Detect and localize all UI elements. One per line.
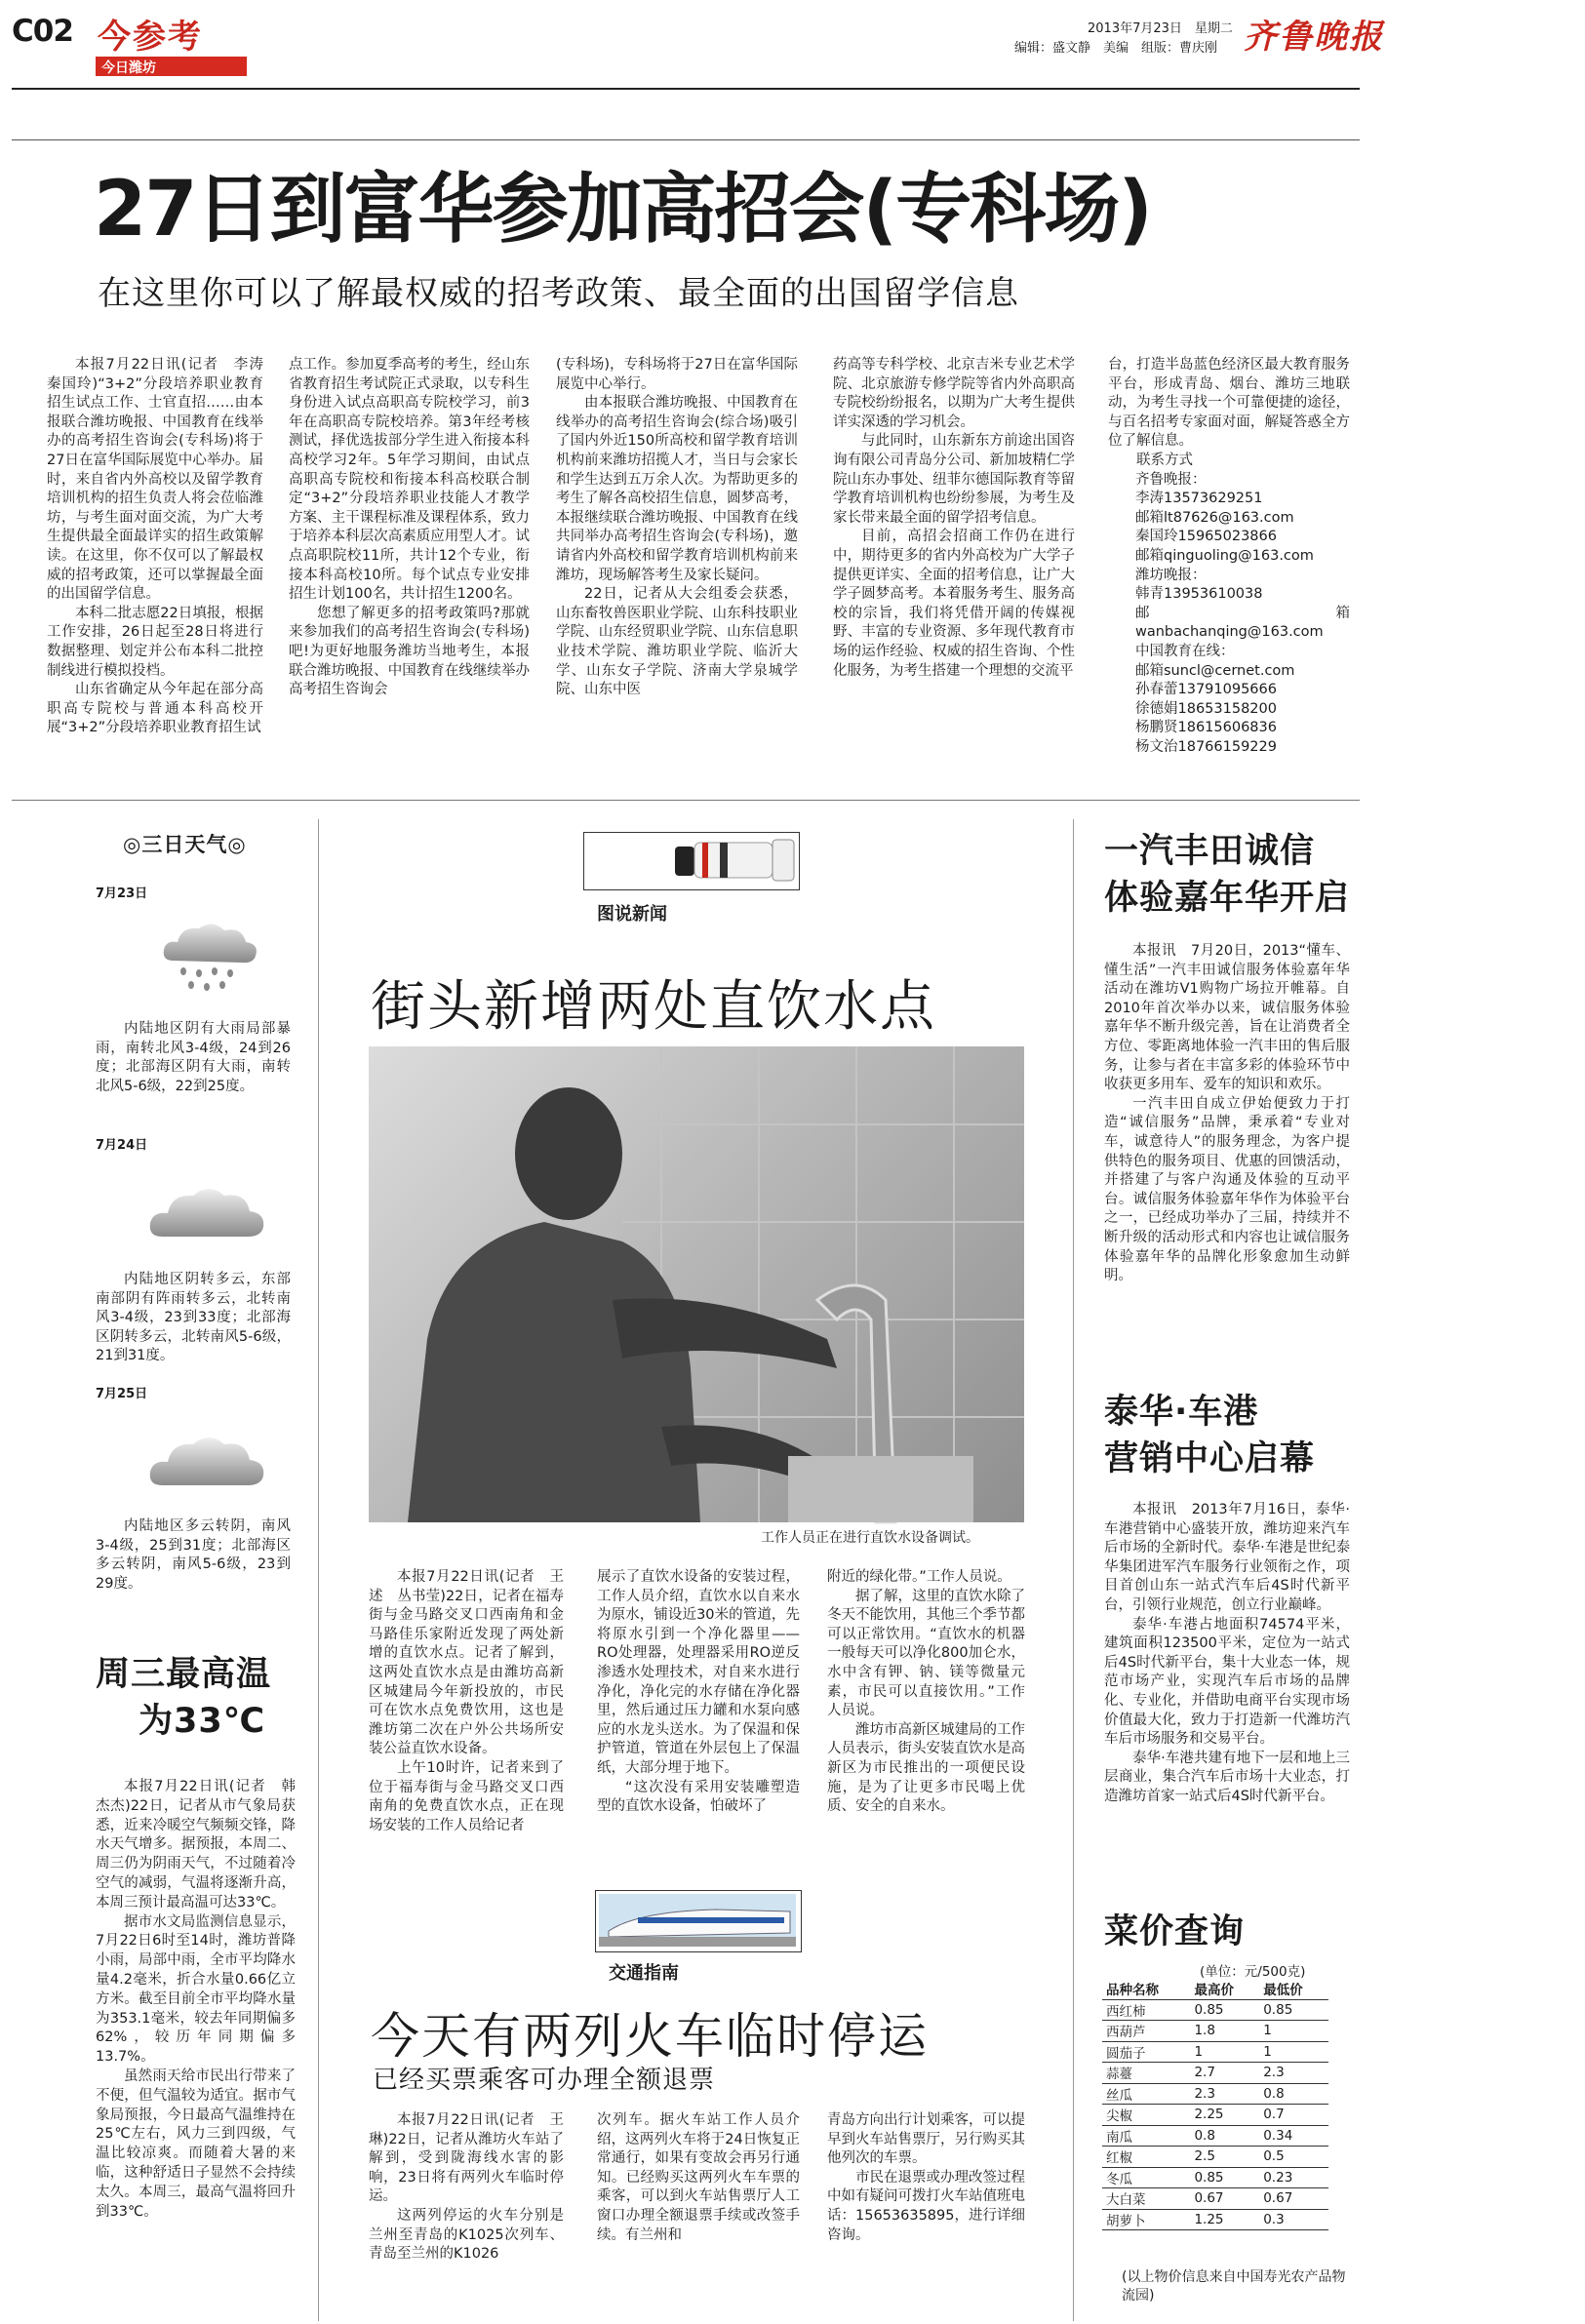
train-column-3: 青岛方向出行计划乘客，可以提早到火车站售票厅，另行购买其他列次的车票。 市民在退票或办理改签过程中如有疑问可拨打火车站值班电话：15653635895，进行详细咨询。 [827,2112,1025,2243]
contact-line: 邮箱wanbachanqing@163.com [1135,605,1350,641]
table-cell: 0.23 [1259,2167,1328,2188]
lead-bottom-rule [12,800,1360,801]
toyota-headline-1: 一汽丰田诚信 [1104,832,1316,871]
photo-news-tag: 图说新闻 [597,904,667,925]
contacts-title: 联系方式 [1136,452,1193,468]
table-cell: 1 [1259,2021,1328,2042]
taihua-headline-1: 泰华·车港 [1104,1393,1259,1432]
header-rule [12,88,1360,90]
train-subheadline: 已经买票乘客可办理全额退票 [373,2066,716,2095]
photo-illustration [369,1046,1024,1522]
section-title: 今参考 [98,18,203,57]
newspaper-logo: 齐鲁晚报 [1244,18,1384,57]
contact-line: 邮箱suncl@cernet.com [1135,662,1295,679]
taihua-headline-2: 营销中心启幕 [1104,1439,1316,1478]
table-cell: 蒜薹 [1102,2063,1190,2084]
veg-title: 菜价查询 [1104,1912,1246,1951]
contact-line: 秦国玲15965023866 [1135,529,1277,545]
contact-line: 韩青13953610038 [1135,586,1263,603]
table-cell: 2.5 [1190,2147,1259,2168]
veg-price-table [1102,1979,1328,2230]
table-cell: 2.7 [1190,2063,1259,2084]
table-cell: 0.34 [1259,2125,1328,2147]
table-cell: 0.67 [1259,2188,1328,2210]
photo-news-column-3: 附近的绿化带。”工作人员说。 据了解，这里的直饮水除了冬天不能饮用，其他三个季节都可以正常饮用。“直饮水的机器一般每天可以净化800加仑水，水中含有钾、钠、镁等微量元素，市民可以直接饮用。”工作人员说。 潍坊市高新区城建局的工作人员表示，街头安装直饮水是高新区为市民推出的一项便民设施，是为了让更多市民喝上优质、安全的自来水。 [827,1569,1025,1815]
toyota-headline-2: 体验嘉年华开启 [1104,879,1351,918]
table-cell: 西葫芦 [1102,2021,1190,2042]
lead-column-3: (专科场)，专科场将于27日在富华国际展览中心举行。 由本报联合潍坊晚报、中国教育在线举办的高考招生咨询会(综合场)吸引了国内外近150所高校和留学教育培训机构前来潍坊招揽人才，当日与会家长和学生达到五万余人次。为帮助更多的考生了解各高校招生信息，圆梦高考，本报继续联合潍坊晚报、中国教育在线共同举办高考招生咨询会(专科场)，邀请省内外高校和留学教育培训机构前来潍坊，现场解答考生及家长疑问。 22日，记者从大会组委会获悉，山东畜牧兽医职业学院、山东科技职业学院、山东经贸职业学院、山东信息职业技术学院、潍坊职业学院、临沂大学、山东女子学院、济南大学泉城学院、山东中医 [556,357,798,698]
table-cell: 0.7 [1259,2105,1328,2126]
cloud-icon [144,1180,271,1248]
table-cell: 0.85 [1190,2167,1259,2188]
rain-cloud-icon [156,917,263,995]
table-cell: 圆茄子 [1102,2041,1190,2063]
lead-headline: 27日到富华参加高招会(专科场) [94,166,1151,254]
table-cell: 尖椒 [1102,2105,1190,2126]
heat-headline-1: 周三最高温 [96,1655,272,1694]
weather-day3-text: 内陆地区多云转阴，南风3-4级，25到31度；北部海区多云转阴，南风5-6级，23到29度。 [96,1518,291,1592]
contact-line: 邮箱qinguoling@163.com [1135,547,1314,564]
train-column-2: 次列车。据火车站工作人员介绍，这两列火车将于24日恢复正常通行，如果有变故会再另行通知。已经购买这两列火车车票的乘客，可以到火车站售票厅人工窗口办理全额退票手续或改签手续。有兰州和 [597,2112,800,2243]
contact-line: 齐鲁晚报： [1135,471,1207,488]
left-column-divider [318,819,319,2321]
table-cell: 1.8 [1190,2021,1259,2042]
table-row [1102,2209,1328,2230]
table-cell: 2.3 [1259,2063,1328,2084]
table-cell: 1 [1190,2041,1259,2063]
contact-line: 李涛13573629251 [1135,491,1263,507]
table-row [1102,2041,1328,2063]
table-cell: 胡萝卜 [1102,2209,1190,2230]
table-row [1102,2167,1328,2188]
weather-day3-date: 7月25日 [96,1387,148,1401]
train-headline: 今天有两列火车临时停运 [371,2008,929,2065]
contact-line: 中国教育在线： [1135,643,1235,659]
contact-line: 潍坊晚报： [1135,567,1207,583]
train-column-1: 本报7月22日讯(记者 王琳)22日，记者从潍坊火车站了解到，受到陇海线水害的影响，23日将有两列火车临时停运。 这两列停运的火车分别是兰州至青岛的K1025次列车、青岛至兰州的K1026 [369,2112,564,2263]
lead-subheadline: 在这里你可以了解最权威的招考政策、最全面的出国留学信息 [98,274,1019,313]
table-header-cell: 品种名称 [1102,1979,1190,1999]
table-row [1102,2105,1328,2126]
subsection-label: 今日潍坊 [101,60,156,76]
contact-line: 孙春蕾13791095666 [1135,682,1277,698]
cloud-icon [144,1429,271,1497]
train-tag: 交通指南 [609,1963,679,1984]
table-header-row [1102,1979,1328,1999]
contact-line: 徐德娟18653158200 [1135,700,1277,717]
table-cell: 0.85 [1190,1999,1259,2021]
heat-headline-2: 为33℃ [139,1702,266,1741]
toyota-article: 本报讯 7月20日，2013“懂车、懂生活”一汽丰田诚信服务体验嘉年华活动在潍坊V1购物广场拉开帷幕。自2010年首次举办以来，诚信服务体验嘉年华不断升级完善，旨在让消费者全方位、零距离地体验一汽丰田的售后服务，让参与者在丰富多彩的体验环节中收获更多用车、爱车的知识和欢乐。 一汽丰田自成立伊始便致力于打造“诚信服务”品牌，秉承着“专业对车，诚意待人”的服务理念，为客户提供特色的服务项目、优惠的回馈活动，并搭建了与客户沟通及体验的互动平台。诚信服务体验嘉年华作为体验平台之一，已经成功举办了三届，持续并不断升级的活动形式和内容也让诚信服务体验嘉年华的品牌化形象愈加生动鲜明。 [1104,943,1350,1284]
table-cell: 0.85 [1259,1999,1328,2021]
weather-day1-text: 内陆地区阴有大雨局部暴雨，南转北风3-4级，24到26度；北部海区阴有大雨，南转北风5-6级，22到25度。 [96,1021,291,1094]
contact-line: 邮箱lt87626@163.com [1135,509,1294,526]
table-cell: 2.25 [1190,2105,1259,2126]
lead-column-2: 点工作。参加夏季高考的考生，经山东省教育招生考试院正式录取，以专科生身份进入试点高职高专院校学习，前3年在高职高专院校培养。第3年经考核测试，择优选拔部分学生进入衔接本科高校学习2年。5年学习期间，由试点高职高专院校和衔接本科高校联合制定“3+2”分段培养职业技能人才教学方案、主干课程标准及课程体系，致力于培养本科层次高素质应用型人才。试点高职院校11所，共计12个专业，衔接本科高校10所。每个试点专业安排招生计划100名，共计招生1200名。 您想了解更多的招考政策吗?那就来参加我们的高考招生咨询会(专科场)吧!为更好地服务潍坊当地考生，本报联合潍坊晚报、中国教育在线继续举办高考招生咨询会 [289,357,530,698]
table-row [1102,2063,1328,2084]
right-column-divider [1073,819,1074,2321]
contact-line: 杨鹏贤18615606836 [1135,720,1277,736]
heat-article: 本报7月22日讯(记者 韩杰杰)22日，记者从市气象局获悉，近来冷暖空气频频交锋，降水天气增多。据预报，本周二、周三仍为阴雨天气，不过随着冷空气的减弱，气温将逐渐升高，本周三预计最高温可达33℃。 据市水文局监测信息显示，7月22日6时至14时，潍坊普降小雨，局部中雨，全市平均降水量4.2毫米，折合水量0.66亿立方米。截至目前全市平均降水量为353.1毫米，较去年同期偏多62%，较历年同期偏多13.7%。 虽然雨天给市民出行带来了不便，但气温较为适宜。据市气象局预报，今日最高气温维持在25℃左右，风力三到四级，气温比较凉爽。而随着大暑的来临，这种舒适日子显然不会持续太久。本周三，最高气温将回升到33℃。 [96,1779,296,2220]
table-cell: 红椒 [1102,2147,1190,2168]
camera-lens-icon [673,837,800,884]
table-cell: 丝瓜 [1102,2083,1190,2105]
photo-news-column-2: 展示了直饮水设备的安装过程，工作人员介绍，直饮水以自来水为原水，铺设近30米的管道，先将原水引到一个净化器里——RO处理器，处理器采用RO逆反渗透水处理技术，对自来水进行净化，净化完的水存储在净化器里，然后通过压力罐和水泵向感应的水龙头送水。为了保温和保护管道，管道在外层包上了保温纸，大部分埋于地下。 “这次没有采用安装雕塑造型的直饮水设备，怕破坏了 [597,1569,800,1815]
page-editors: 编辑：盛文静 美编 组版：曹庆刚 [1014,41,1218,56]
news-photo [369,1046,1024,1522]
table-cell: 大白菜 [1102,2188,1190,2210]
table-row [1102,2147,1328,2168]
weather-day1-date: 7月23日 [96,886,148,901]
table-cell: 1.25 [1190,2209,1259,2230]
table-cell: 2.3 [1190,2083,1259,2105]
photo-news-column-1: 本报7月22日讯(记者 王述 丛书莹)22日，记者在福寿街与金马路交叉口西南角和金马路佳乐家附近发现了两处新增的直饮水点。记者了解到，这两处直饮水点是由潍坊高新区城建局今年新投放的，市民可在饮水点免费饮用，这也是潍坊第二次在户外公共场所安装公益直饮水设备。 上午10时许，记者来到了位于福寿街与金马路交叉口西南角的免费直饮水点，正在现场安装的工作人员给记者 [369,1569,564,1833]
lead-column-5: 台，打造半岛蓝色经济区最大教育服务平台，形成青岛、烟台、潍坊三地联动，为考生寻找一个可靠便捷的途径，与百名招考专家面对面，解疑答惑全方位了解信息。 联系方式 齐鲁晚报： 李涛13573629251 邮箱lt87626@163.com 秦国玲15965023866 邮箱qinguoling@163.com 潍坊晚报： 韩青13953610038 邮箱wanbachanqing@163.com 中国教育在线： 邮箱suncl@cernet.com 孙春蕾13791095666 徐德娟18653158200 杨鹏贤18615606836 杨文治18766159229 [1108,356,1350,746]
table-row [1102,2188,1328,2210]
table-cell: 0.67 [1190,2188,1259,2210]
table-row [1102,2083,1328,2105]
table-header-cell: 最高价 [1190,1979,1259,1999]
table-row [1102,2021,1328,2042]
table-header-cell: 最低价 [1259,1979,1328,1999]
page-number: C02 [12,14,73,49]
table-row [1102,2125,1328,2147]
table-cell: 西红柿 [1102,1999,1190,2021]
weather-title: ◎三日天气◎ [123,833,247,856]
lead-column-4: 药高等专科学校、北京吉米专业艺术学院、北京旅游专修学院等省内外高职高专院校纷纷报名，以期为广大考生提供详实深透的学习机会。 与此同时，山东新东方前途出国咨询有限公司青岛分公司、新加坡精仁学院山东办事处、纽菲尔德国际教育等留学教育培训机构也纷纷参展，为考生及家长带来最全面的留学招考信息。 目前，高招会招商工作仍在进行中，期待更多的省内外高校为广大学子提供更详实、全面的招考信息，让广大学子圆梦高考。本着服务考生、服务高校的宗旨，我们将凭借开阔的传媒视野、丰富的专业资源、多年现代教育市场的运作经验、权威的招生咨询、个性化服务，为考生搭建一个理想的交流平 [833,357,1075,679]
contacts-list [1108,471,1350,758]
table-cell: 南瓜 [1102,2125,1190,2147]
table-cell: 0.8 [1259,2083,1328,2105]
veg-note: (以上物价信息来自中国寿光农产品物流园) [1122,2269,1346,2304]
train-icon [599,1894,796,1947]
table-cell: 0.5 [1259,2147,1328,2168]
table-cell: 1 [1259,2041,1328,2063]
weather-day2-text: 内陆地区阴转多云，东部南部阴有阵雨转多云，北转南风3-4级，23到33度；北部海区阴转多云，北转南风5-6级，21到31度。 [96,1272,291,1364]
table-cell: 0.3 [1259,2209,1328,2230]
table-cell: 0.8 [1190,2125,1259,2147]
page-date: 2013年7月23日 星期二 [1088,21,1233,36]
table-row [1102,1999,1328,2021]
lead-column-1: 本报7月22日讯(记者 李涛 秦国玲)“3+2”分段培养职业教育招生试点工作、士官直招……由本报联合潍坊晚报、中国教育在线举办的高考招生咨询会(专科场)将于27日在富华国际展览中心举办。届时，来自省内外高校以及留学教育培训机构的招生负责人将会莅临潍坊，与考生面对面交流，为广大考生提供最全面最详实的招生政策解读。在这里，你不仅可以了解最权威的招考政策，还可以掌握最全面的出国留学信息。 本科二批志愿22日填报，根据工作安排，26日起至28日将进行数据整理、划定并公布本科二批控制线进行模拟投档。 山东省确定从今年起在部分高职高专院校与普通本科高校开展“3+2”分段培养职业教育招生试 [47,357,278,736]
photo-news-headline: 街头新增两处直饮水点 [371,975,936,1039]
contact-line: 杨文治18766159229 [1135,738,1277,755]
table-cell: 冬瓜 [1102,2167,1190,2188]
weather-day2-date: 7月24日 [96,1138,148,1153]
veg-unit: (单位：元/500克) [1200,1964,1306,1980]
photo-caption: 工作人员正在进行直饮水设备调试。 [761,1530,979,1546]
header-rule-thin [12,139,1360,140]
taihua-article: 本报讯 2013年7月16日，泰华·车港营销中心盛装开放，潍坊迎来汽车后市场的全新时代。泰华·车港是世纪泰华集团进军汽车服务行业领衔之作，项目首创山东一站式汽车后4S时代新平台，引领行业规范，创立行业巅峰。 泰华·车港占地面积74574平米，建筑面积123500平米，定位为一站式后4S时代新平台，集十大业态一体，规范市场产业，实现汽车后市场的品牌化、专业化，并借助电商平台实现市场价值最大化，致力于打造新一代潍坊汽车后市场服务和交易平台。 泰华·车港共建有地下一层和地上三层商业，集合汽车后市场十大业态，打造潍坊首家一站式后4S时代新平台。 [1104,1502,1350,1804]
